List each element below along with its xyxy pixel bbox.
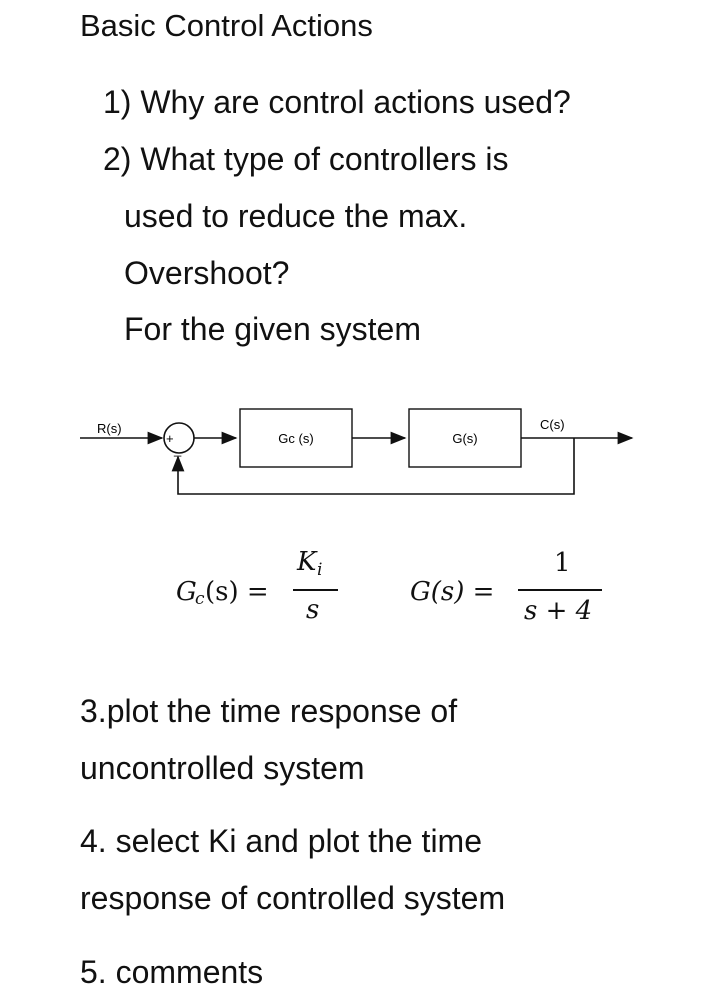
task-4-line-2: response of controlled system <box>80 880 506 916</box>
g-numerator: 1 <box>554 548 571 578</box>
plant-label: G(s) <box>452 431 478 446</box>
task-3-line-1: 3.plot the time response of <box>80 693 458 729</box>
gc-symbol: G <box>176 577 197 607</box>
task-4-line-1: 4. select Ki and plot the time <box>80 823 482 859</box>
task-3-line-2: uncontrolled system <box>80 750 365 786</box>
question-2-line-3: Overshoot? <box>124 255 290 291</box>
question-2-line-2: used to reduce the max. <box>124 198 468 234</box>
controller-label: Gc (s) <box>278 431 314 446</box>
gc-argument: (s) = <box>205 577 269 607</box>
gc-numerator: K <box>297 547 317 577</box>
page-title: Basic Control Actions <box>80 8 373 43</box>
g-denominator: s + 4 <box>524 596 593 626</box>
output-label: C(s) <box>540 417 565 432</box>
input-label: R(s) <box>97 421 122 436</box>
gc-fraction-bar <box>293 589 338 591</box>
task-5: 5. comments <box>80 954 264 990</box>
g-lhs: G(s) = <box>410 577 495 607</box>
gc-subscript: c <box>195 589 205 609</box>
gc-denominator: s <box>306 595 320 625</box>
summing-minus-sign: _ <box>174 442 182 457</box>
gc-numerator-subscript: i <box>317 560 323 580</box>
question-2-line-1: 2) What type of controllers is <box>103 141 509 177</box>
summing-plus-sign: + <box>166 431 174 446</box>
question-2-line-4: For the given system <box>124 311 421 347</box>
g-fraction-bar <box>518 589 602 591</box>
question-1: 1) Why are control actions used? <box>103 84 571 120</box>
